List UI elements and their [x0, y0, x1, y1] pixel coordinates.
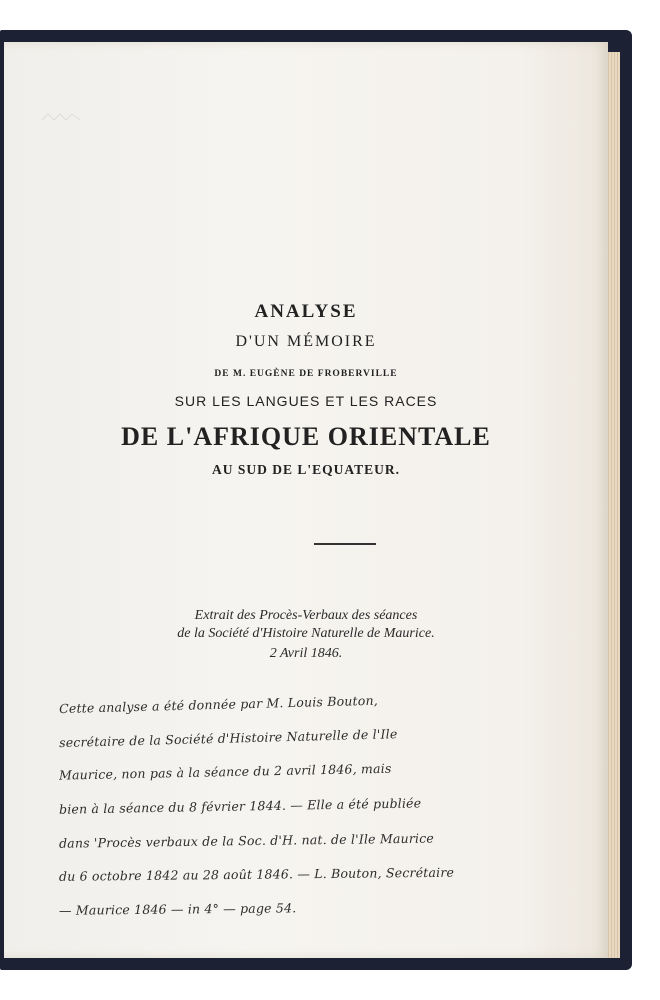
handwritten-line-1: Cette analyse a été donnée par M. Louis Bouton,: [58, 692, 379, 717]
handwritten-line-3: Maurice, non pas à la séance du 2 avril 1846, mais: [58, 760, 392, 783]
title-page: [4, 42, 608, 958]
extract-line-2: de la Société d'Histoire Naturelle de Maurice.: [177, 626, 435, 641]
handwritten-line-5: dans 'Procès verbaux de la Soc. d'H. nat. de l'Ile Maurice: [58, 830, 435, 851]
handwritten-line-4: bien à la séance du 8 février 1844. — Elle a été publiée: [58, 795, 422, 817]
extract-line-3: 2 Avril 1846.: [269, 646, 343, 661]
handwritten-line-2: secrétaire de la Société d'Histoire Naturelle de l'Ile: [58, 726, 398, 751]
title-afrique: DE L'AFRIQUE ORIENTALE: [121, 422, 491, 451]
title-memoire: D'UN MÉMOIRE: [235, 333, 377, 350]
title-langues: SUR LES LANGUES ET LES RACES: [174, 393, 438, 409]
title-analyse: ANALYSE: [254, 301, 358, 322]
title-equateur: AU SUD DE L'EQUATEUR.: [211, 462, 401, 477]
extract-line-1: Extrait des Procès-Verbaux des séances: [194, 608, 418, 623]
title-divider: [314, 543, 376, 545]
handwritten-line-7: — Maurice 1846 — in 4° — page 54.: [58, 900, 297, 918]
faint-stamp-mark: [40, 112, 82, 122]
title-author: DE M. EUGÈNE DE FROBERVILLE: [214, 369, 398, 379]
handwritten-line-6: du 6 octobre 1842 au 28 août 1846. — L. Bouton, Secrétaire: [58, 864, 455, 884]
